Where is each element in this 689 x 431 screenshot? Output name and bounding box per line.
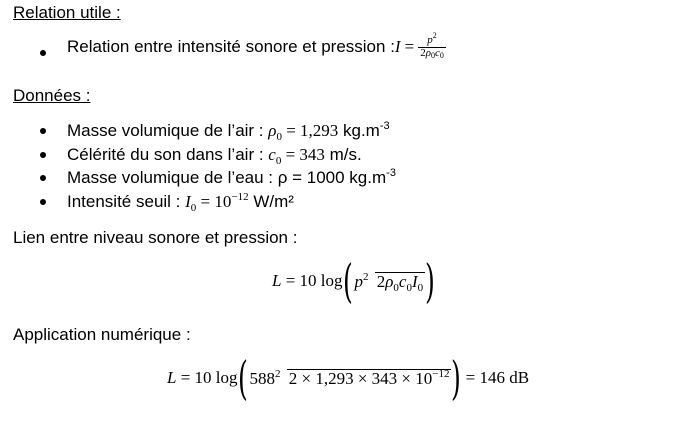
masse-air-unit: kg.m xyxy=(338,121,380,140)
masse-eau-label: Masse volumique de l’eau : ρ = 1000 kg.m xyxy=(67,168,387,187)
intensite-seuil-label: Intensité seuil : xyxy=(67,192,186,211)
celerite-label: Célérité du son dans l’air : xyxy=(67,145,269,164)
celerite-unit: m/s. xyxy=(324,145,362,164)
intensity-symbol: I xyxy=(394,37,401,57)
denominator-rho: ρ xyxy=(425,46,431,59)
rho-subscript: 0 xyxy=(430,50,435,60)
numerator-exponent: 2 xyxy=(432,31,437,40)
masse-air-exponent: -3 xyxy=(379,120,390,132)
i0-subscript: 0 xyxy=(190,202,197,214)
intensite-seuil-text xyxy=(67,192,294,212)
lien-den-i: I xyxy=(411,271,418,291)
intensite-seuil-exponent: −12 xyxy=(231,191,249,203)
lien-i-subscript: 0 xyxy=(417,281,424,294)
masse-air-label: Masse volumique de l’air : xyxy=(67,121,269,140)
bullet-icon xyxy=(40,128,46,134)
niveau-sonore-formula xyxy=(272,254,436,308)
bullet-icon xyxy=(40,152,46,158)
masse-eau-exponent: -3 xyxy=(386,167,396,179)
masse-air-value: = 1,293 xyxy=(281,121,339,140)
app-left-paren: ( xyxy=(237,351,248,405)
intensite-seuil-value: = 10 xyxy=(196,192,232,211)
celerite-value: = 343 xyxy=(281,145,325,164)
lien-numerator: p xyxy=(354,271,363,291)
l-symbol: L xyxy=(272,271,282,290)
c-symbol: c xyxy=(268,145,276,164)
lien-numerator-exponent: 2 xyxy=(362,270,369,283)
intensity-fraction xyxy=(418,31,446,60)
equals-sign: = xyxy=(404,37,415,57)
right-paren: ) xyxy=(425,254,436,308)
masse-eau-text xyxy=(67,168,396,188)
bullet-icon xyxy=(40,175,46,181)
application-formula xyxy=(167,351,530,405)
fraction-numerator: p xyxy=(427,34,433,46)
lien-den-c: c xyxy=(398,271,407,291)
intensite-seuil-unit: W/m² xyxy=(248,192,294,211)
ten-log: = 10 log xyxy=(281,271,343,290)
app-denominator-exponent: −12 xyxy=(432,367,450,380)
lien-den-coef: 2 xyxy=(376,271,386,291)
section-title-donnees: Données : xyxy=(13,86,91,105)
app-l-symbol: L xyxy=(167,368,177,387)
denominator-coef: 2 xyxy=(420,46,426,59)
lien-den-rho: ρ xyxy=(385,271,394,291)
rho-symbol: ρ xyxy=(268,121,277,140)
lien-fraction xyxy=(352,270,425,294)
rho-subscript: 0 xyxy=(276,131,282,143)
left-paren: ( xyxy=(342,254,353,308)
section-title-relation-utile: Relation utile : xyxy=(13,3,121,22)
app-numerator: 588 xyxy=(249,368,275,388)
lien-title: Lien entre niveau sonore et pression : xyxy=(13,228,298,247)
app-denominator: 2 × 1,293 × 343 × 10 xyxy=(288,368,433,388)
relation-text xyxy=(67,31,446,60)
lien-rho-subscript: 0 xyxy=(393,281,399,294)
bullet-icon xyxy=(40,199,46,205)
lien-c-subscript: 0 xyxy=(406,281,412,294)
application-fraction xyxy=(247,369,451,388)
masse-air-text xyxy=(67,121,390,141)
c-subscript: 0 xyxy=(439,50,444,60)
app-numerator-exponent: 2 xyxy=(274,367,281,380)
i0-symbol: I xyxy=(185,192,191,211)
c-subscript: 0 xyxy=(275,155,282,167)
bullet-icon xyxy=(40,50,46,56)
app-result: = 146 dB xyxy=(461,368,530,387)
celerite-text xyxy=(67,145,362,165)
relation-label: Relation entre intensité sonore et pression : xyxy=(67,37,395,57)
app-right-paren: ) xyxy=(451,351,462,405)
app-ten-log: = 10 log xyxy=(176,368,238,387)
denominator-c: c xyxy=(434,46,440,59)
application-title: Application numérique : xyxy=(13,325,191,344)
